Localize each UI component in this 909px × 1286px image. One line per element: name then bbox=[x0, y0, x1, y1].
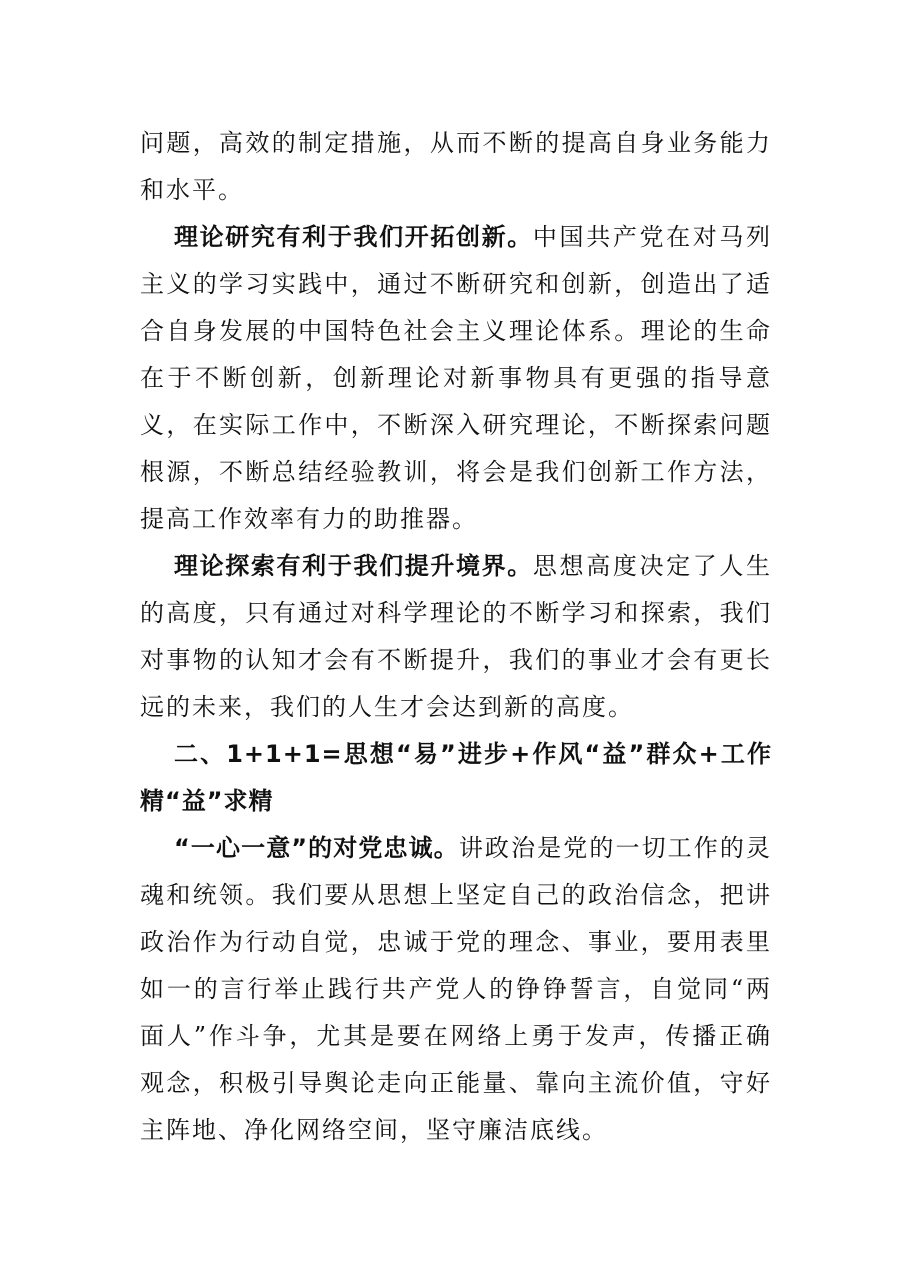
paragraph-text: 讲政治是党的一切工作的灵魂和统领。我们要从思想上坚定自己的政治信念，把讲政治作为行动自觉，忠诚于党的理念、事业，要用表里如一的言行举止践行共产党人的铮铮誓言，自觉同“两面人”作斗争，尤其是要在网络上勇于发声，传播正确观念，积极引导舆论走向正能量、靠向主流价值，守好主阵地、净化网络空间，坚守廉洁底线。 bbox=[140, 834, 773, 1144]
paragraph-text: 中国共产党在对马列主义的学习实践中，通过不断研究和创新，创造出了适合自身发展的中国特色社会主义理论体系。理论的生命在于不断创新，创新理论对新事物具有更强的指导意义，在实际工作中，不断深入研究理论，不断探索问题根源，不断总结经验教训，将会是我们创新工作方法，提高工作效率有力的助推器。 bbox=[140, 223, 773, 533]
paragraph-lead: “一心一意”的对党忠诚。 bbox=[174, 834, 459, 862]
paragraph-text: 问题，高效的制定措施，从而不断的提高自身业务能力和水平。 bbox=[140, 129, 772, 204]
document-body bbox=[140, 120, 772, 1154]
section-heading-text: 二、1+1+1=思想“易”进步+作风“益”群众+工作精“益”求精 bbox=[140, 740, 772, 815]
paragraph-continuation bbox=[140, 120, 772, 214]
paragraph-loyalty bbox=[140, 825, 772, 1154]
section-heading bbox=[140, 731, 772, 825]
paragraph-text: 思想高度决定了人生的高度，只有通过对科学理论的不断学习和探索，我们对事物的认知才会有不断提升，我们的事业才会有更长远的未来，我们的人生才会达到新的高度。 bbox=[140, 552, 773, 721]
paragraph-lead: 理论研究有利于我们开拓创新。 bbox=[174, 223, 533, 251]
paragraph-theory-research bbox=[140, 214, 772, 543]
paragraph-lead: 理论探索有利于我们提升境界。 bbox=[174, 552, 533, 580]
paragraph-theory-exploration bbox=[140, 543, 772, 731]
